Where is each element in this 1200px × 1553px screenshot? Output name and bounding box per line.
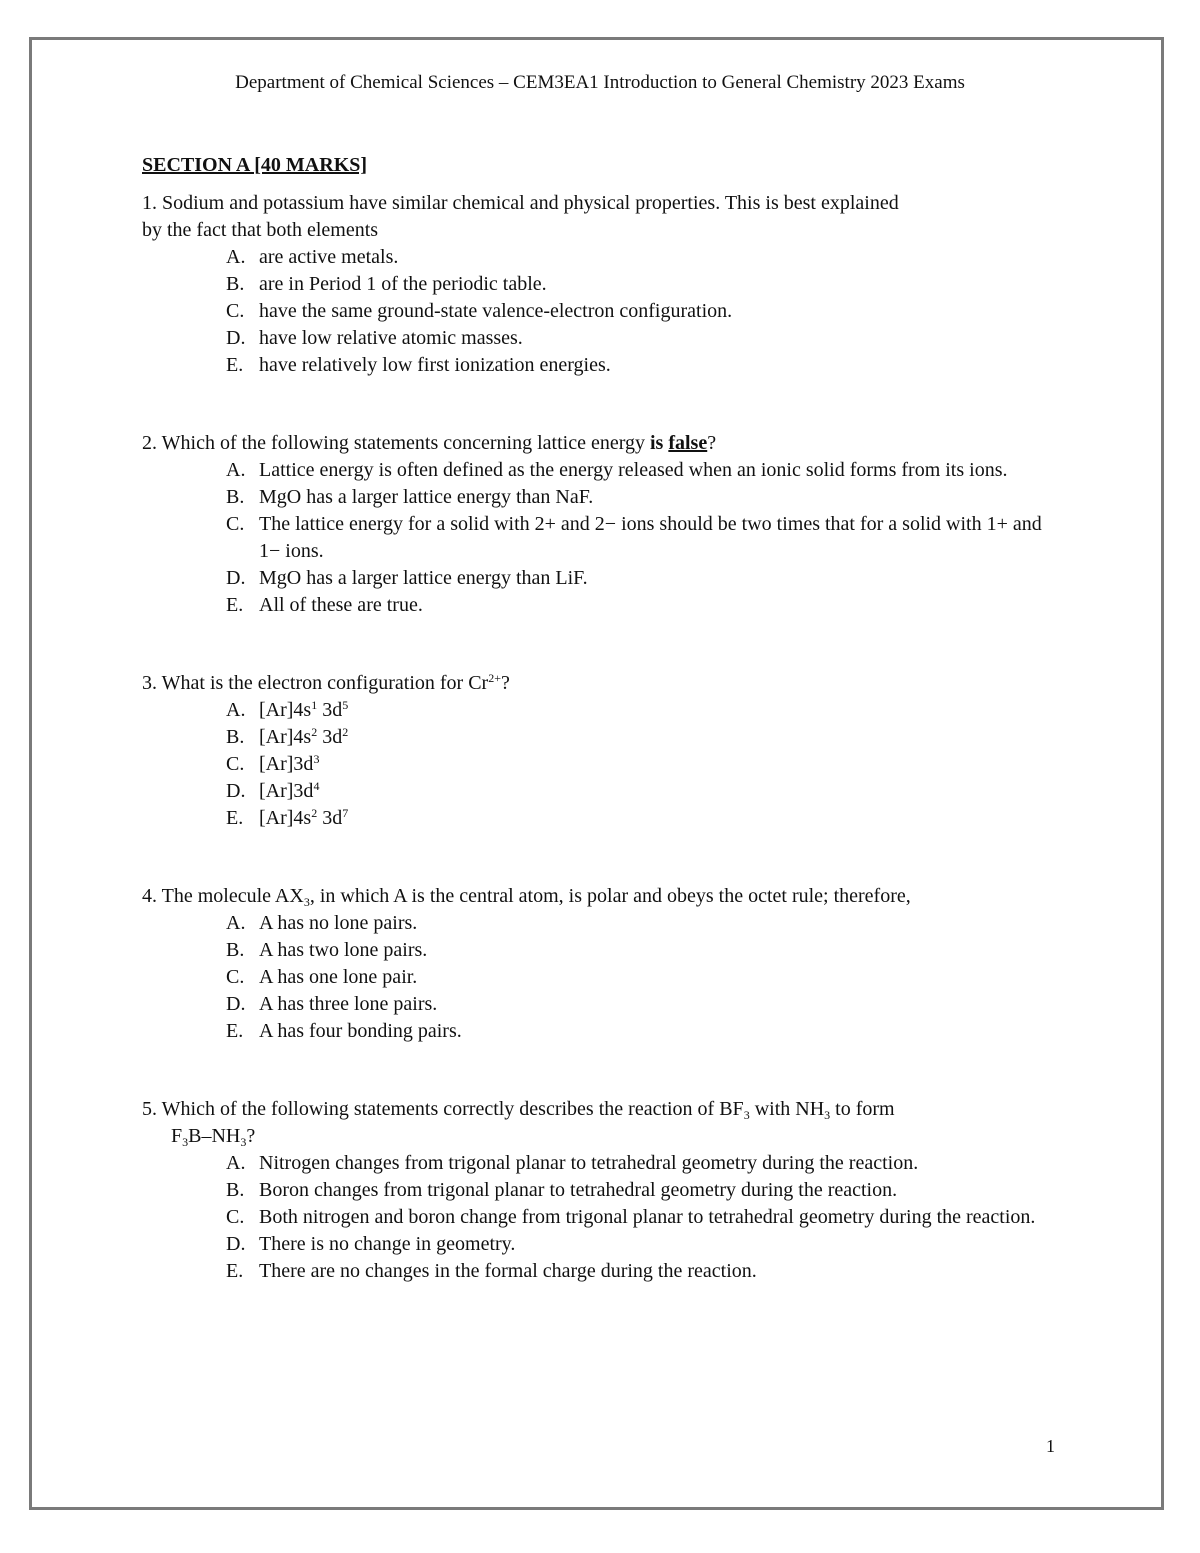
page-header: Department of Chemical Sciences – CEM3EA1 Introduction to General Chemistry 2023 Exams (235, 72, 965, 93)
question-1-stem-line1: 1. Sodium and potassium have similar chemical and physical properties. This is best explained (142, 192, 899, 214)
option-e (226, 352, 1062, 379)
option-letter: C. (226, 300, 245, 322)
option-e (226, 1018, 1062, 1045)
option-text (259, 778, 1062, 805)
stem-part: to form (830, 1098, 895, 1120)
option-text: MgO has a larger lattice energy than NaF. (259, 486, 594, 508)
option-text: A has four bonding pairs. (259, 1020, 462, 1042)
option-text (259, 724, 1062, 751)
subscript: 3 (182, 1135, 189, 1149)
exam-content (142, 152, 1062, 1336)
option-a (226, 1150, 1062, 1177)
option-a (226, 244, 1062, 271)
question-2 (142, 430, 1062, 619)
question-3-stem-end: ? (500, 672, 510, 694)
question-1-stem (142, 190, 1062, 244)
option-text (259, 805, 1062, 832)
config-sup: 4 (313, 779, 320, 793)
option-b (226, 484, 1062, 511)
option-c (226, 964, 1062, 991)
option-letter: B. (226, 726, 245, 748)
option-text: There are no changes in the formal charge during the reaction. (259, 1260, 757, 1282)
option-c (226, 298, 1062, 325)
option-text: have the same ground-state valence-electron configuration. (259, 300, 733, 322)
option-letter: A. (226, 459, 246, 481)
option-e (226, 1258, 1062, 1285)
question-2-stem-is: is (650, 432, 664, 454)
question-2-stem-end: ? (707, 432, 717, 454)
option-c (226, 1204, 1062, 1231)
option-letter: A. (226, 912, 246, 934)
option-text (259, 697, 1062, 724)
option-text: are active metals. (259, 246, 399, 268)
option-letter: D. (226, 993, 246, 1015)
config-base: [Ar]4s (259, 726, 312, 748)
option-letter: C. (226, 1206, 245, 1228)
option-letter: E. (226, 354, 244, 376)
option-letter: E. (226, 1260, 244, 1282)
option-a (226, 457, 1062, 484)
option-d (226, 325, 1062, 352)
option-letter: E. (226, 594, 244, 616)
option-letter: D. (226, 567, 246, 589)
question-3 (142, 670, 1062, 832)
option-text (259, 751, 1062, 778)
question-3-stem-text: 3. What is the electron configuration for Cr (142, 672, 489, 694)
stem-part: 5. Which of the following statements correctly describes the reaction of BF (142, 1098, 744, 1120)
option-letter: B. (226, 939, 245, 961)
question-5-stem (142, 1096, 1062, 1150)
option-letter: E. (226, 1020, 244, 1042)
config-mid: 3d (317, 726, 343, 748)
question-4 (142, 883, 1062, 1045)
option-letter: A. (226, 699, 246, 721)
option-text: Both nitrogen and boron change from trigonal planar to tetrahedral geometry during the reaction. (259, 1206, 1036, 1228)
option-a (226, 697, 1062, 724)
option-text: have relatively low first ionization energies. (259, 354, 611, 376)
stem-part: ? (246, 1125, 256, 1147)
option-c (226, 751, 1062, 778)
option-text: A has one lone pair. (259, 966, 418, 988)
question-2-stem-false: false (668, 432, 708, 454)
stem-part: B–NH (188, 1125, 241, 1147)
option-letter: E. (226, 807, 244, 829)
config-sup: 2 (342, 725, 349, 739)
option-letter: A. (226, 1152, 246, 1174)
stem-part: with NH (749, 1098, 825, 1120)
config-mid: 3d (317, 699, 343, 721)
config-base: [Ar]3d (259, 780, 314, 802)
option-b (226, 937, 1062, 964)
option-letter: B. (226, 273, 245, 295)
config-sup: 2 (311, 806, 318, 820)
option-b (226, 724, 1062, 751)
question-5-stem-line1 (142, 1096, 1062, 1123)
option-text: The lattice energy for a solid with 2+ and 2− ions should be two times that for a solid with 1+ and 1− ions. (259, 513, 1042, 562)
question-1 (142, 190, 1062, 379)
option-text: MgO has a larger lattice energy than LiF. (259, 567, 588, 589)
option-letter: C. (226, 753, 245, 775)
option-letter: A. (226, 246, 246, 268)
config-base: [Ar]4s (259, 699, 312, 721)
option-d (226, 1231, 1062, 1258)
charge-superscript: 2+ (488, 671, 501, 685)
option-text: are in Period 1 of the periodic table. (259, 273, 547, 295)
option-letter: B. (226, 1179, 245, 1201)
config-sup: 2 (311, 725, 318, 739)
option-text: have low relative atomic masses. (259, 327, 523, 349)
question-5 (142, 1096, 1062, 1285)
question-5-options (142, 1150, 1062, 1285)
option-text: All of these are true. (259, 594, 423, 616)
question-4-stem-text: 4. The molecule AX (142, 885, 304, 907)
page-number: 1 (1046, 1436, 1055, 1456)
stem-part: F (171, 1125, 183, 1147)
option-e (226, 592, 1062, 619)
config-sup: 1 (311, 698, 318, 712)
option-text: A has three lone pairs. (259, 993, 438, 1015)
option-b (226, 1177, 1062, 1204)
option-a (226, 910, 1062, 937)
config-mid: 3d (317, 807, 343, 829)
subscript: 3 (240, 1135, 247, 1149)
subscript: 3 (303, 895, 310, 909)
option-e (226, 805, 1062, 832)
option-text: Boron changes from trigonal planar to tetrahedral geometry during the reaction. (259, 1179, 898, 1201)
question-4-stem-end: , in which A is the central atom, is polar and obeys the octet rule; therefore, (309, 885, 911, 907)
option-b (226, 271, 1062, 298)
config-base: [Ar]3d (259, 753, 314, 775)
option-letter: C. (226, 966, 245, 988)
section-title: SECTION A [40 MARKS] (142, 154, 368, 176)
question-1-stem-line2: by the fact that both elements (142, 219, 379, 241)
question-4-options (142, 910, 1062, 1045)
option-letter: C. (226, 513, 245, 535)
option-d (226, 991, 1062, 1018)
subscript: 3 (743, 1108, 750, 1122)
config-sup: 5 (342, 698, 349, 712)
question-1-options (142, 244, 1062, 379)
config-sup: 3 (313, 752, 320, 766)
question-3-stem (142, 670, 1062, 697)
option-text: Lattice energy is often defined as the energy released when an ionic solid forms from its ions. (259, 459, 1008, 481)
option-letter: D. (226, 780, 246, 802)
option-c (226, 511, 1062, 565)
option-text: There is no change in geometry. (259, 1233, 516, 1255)
option-text: A has no lone pairs. (259, 912, 418, 934)
option-text: Nitrogen changes from trigonal planar to tetrahedral geometry during the reaction. (259, 1152, 919, 1174)
question-2-stem (142, 430, 1062, 457)
option-d (226, 778, 1062, 805)
config-base: [Ar]4s (259, 807, 312, 829)
option-text: A has two lone pairs. (259, 939, 428, 961)
option-letter: D. (226, 1233, 246, 1255)
question-2-stem-text: 2. Which of the following statements concerning lattice energy (142, 432, 650, 454)
config-sup: 7 (342, 806, 349, 820)
question-2-options (142, 457, 1062, 619)
option-d (226, 565, 1062, 592)
subscript: 3 (824, 1108, 831, 1122)
option-letter: D. (226, 327, 246, 349)
option-letter: B. (226, 486, 245, 508)
question-3-options (142, 697, 1062, 832)
question-4-stem (142, 883, 1062, 910)
question-5-stem-line2 (142, 1123, 1062, 1150)
